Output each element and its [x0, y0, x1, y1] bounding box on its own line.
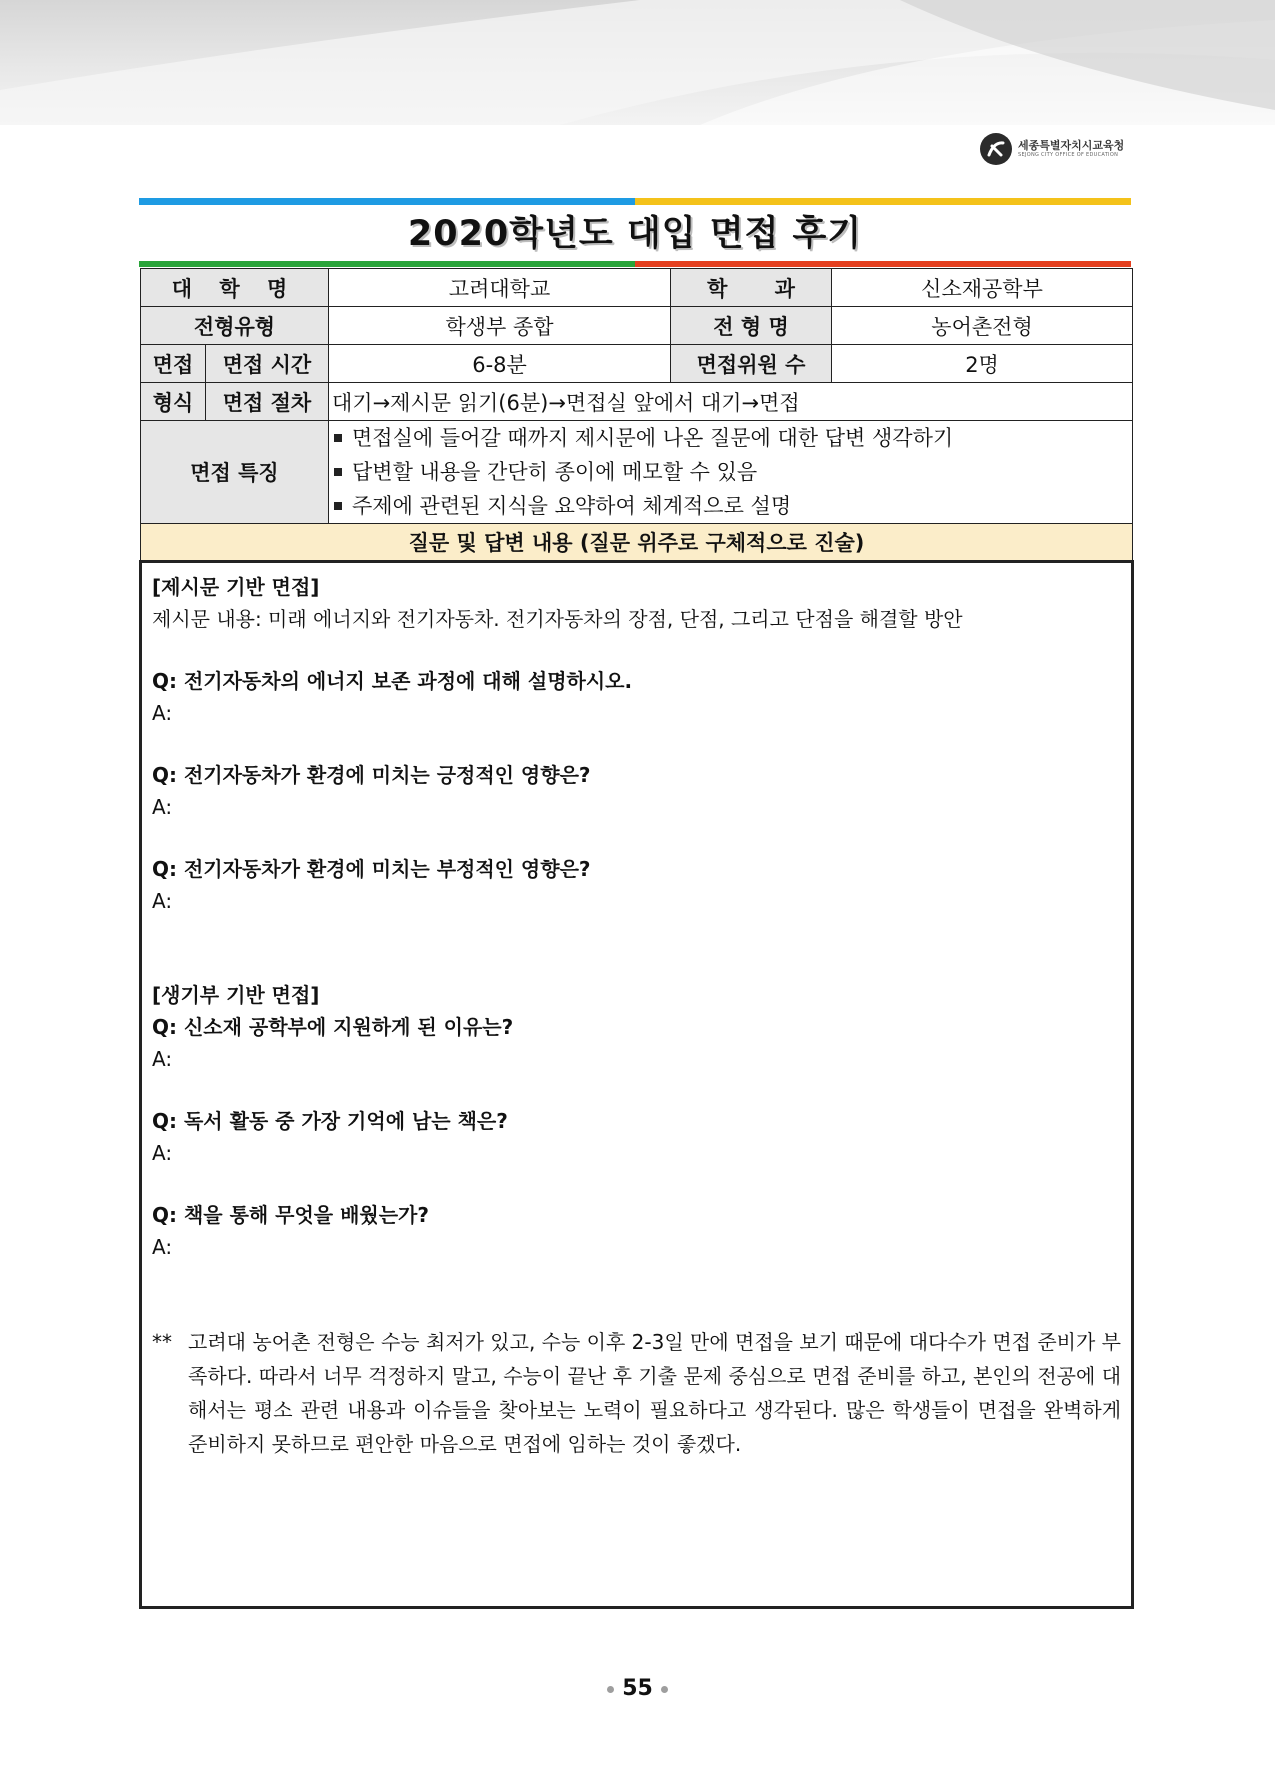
interviewers-label: 면접위원 수 [671, 345, 832, 383]
passage-heading: [제시문 기반 면접] [152, 575, 320, 599]
procedure-label: 면접 절차 [206, 383, 329, 421]
time-value: 6-8분 [329, 345, 671, 383]
table-row [141, 562, 1133, 1608]
page-title: 2020학년도 대입 면접 후기 [407, 214, 863, 254]
question: Q: 전기자동차의 에너지 보존 과정에 대해 설명하시오. [152, 669, 633, 693]
list-item: 답변할 내용을 간단히 종이에 메모할 수 있음 [332, 455, 1126, 489]
answer: A: [152, 1141, 173, 1165]
dot-icon [607, 1686, 614, 1693]
org-name-en: SEJONG CITY OFFICE OF EDUCATION [1018, 152, 1119, 158]
time-label: 면접 시간 [206, 345, 329, 383]
answer: A: [152, 1235, 173, 1259]
features-cell [329, 421, 1133, 524]
passage-text: 제시문 내용: 미래 에너지와 전기자동차. 전기자동차의 장점, 단점, 그리고 단점을 해결할 방안 [152, 607, 963, 631]
title-top-bar [139, 198, 1131, 205]
org-emblem-icon [980, 133, 1012, 165]
page-number: 55 [0, 1676, 1275, 1701]
qa-section-header: 질문 및 답변 내용 (질문 위주로 구체적으로 진술) [141, 524, 1133, 562]
format-label-top: 면접 [141, 345, 206, 383]
question: Q: 책을 통해 무엇을 배웠는가? [152, 1203, 429, 1227]
note-mark: ** [152, 1330, 172, 1354]
org-logo [980, 132, 1124, 166]
question: Q: 독서 활동 중 가장 기억에 남는 책은? [152, 1109, 508, 1133]
table-row [141, 307, 1133, 345]
square-bullet-icon [334, 502, 342, 510]
procedure-value: 대기→제시문 읽기(6분)→면접실 앞에서 대기→면접 [329, 383, 1133, 421]
admission-value: 농어촌전형 [832, 307, 1133, 345]
department-value: 신소재공학부 [832, 269, 1133, 307]
answer: A: [152, 889, 173, 913]
table-row [141, 269, 1133, 307]
square-bullet-icon [334, 468, 342, 476]
org-name: 세종특별자치시교육청 [1018, 139, 1125, 152]
answer: A: [152, 795, 173, 819]
type-label: 전형유형 [141, 307, 329, 345]
features-list [332, 421, 1126, 523]
table-row [141, 345, 1133, 383]
table-row [141, 524, 1133, 562]
university-value: 고려대학교 [329, 269, 671, 307]
interviewers-value: 2명 [832, 345, 1133, 383]
header-decoration [0, 0, 1275, 125]
admission-label: 전 형 명 [671, 307, 832, 345]
table-row [141, 421, 1133, 524]
question: Q: 신소재 공학부에 지원하게 된 이유는? [152, 1015, 514, 1039]
list-item: 면접실에 들어갈 때까지 제시문에 나온 질문에 대한 답변 생각하기 [332, 421, 1126, 455]
features-label: 면접 특징 [141, 421, 329, 524]
dot-icon [661, 1686, 668, 1693]
closing-note [152, 1325, 1121, 1461]
university-label: 대 학 명 [141, 269, 329, 307]
question: Q: 전기자동차가 환경에 미치는 부정적인 영향은? [152, 857, 591, 881]
type-value: 학생부 종합 [329, 307, 671, 345]
square-bullet-icon [334, 434, 342, 442]
qa-content-cell [141, 562, 1133, 1608]
list-item: 주제에 관련된 지식을 요약하여 체계적으로 설명 [332, 489, 1126, 523]
table-row [141, 383, 1133, 421]
header-swoosh-graphic [0, 0, 1275, 125]
interview-info-table [139, 268, 1134, 1609]
format-label-bottom: 형식 [141, 383, 206, 421]
note-text: 고려대 농어촌 전형은 수능 최저가 있고, 수능 이후 2-3일 만에 면접을 보기 때문에 대다수가 면접 준비가 부족하다. 따라서 너무 걱정하지 말고, 수능이 끝난 후 기출 문제 중심으로 면접 준비를 하고, 본인의 전공에 대해서는 평소 관련 내용과 이슈들을 찾아보는 노력이 필요하다고 생각된다. 많은 학생들이 면접을 완벽하게 준비하지 못하므로 편안한 마음으로 면접에 임하는 것이 좋겠다. [188, 1330, 1122, 1456]
department-label: 학 과 [671, 269, 832, 307]
answer: A: [152, 1047, 173, 1071]
answer: A: [152, 701, 173, 725]
title-bottom-bar [139, 261, 1131, 267]
record-heading: [생기부 기반 면접] [152, 983, 320, 1007]
question: Q: 전기자동차가 환경에 미치는 긍정적인 영향은? [152, 763, 591, 787]
